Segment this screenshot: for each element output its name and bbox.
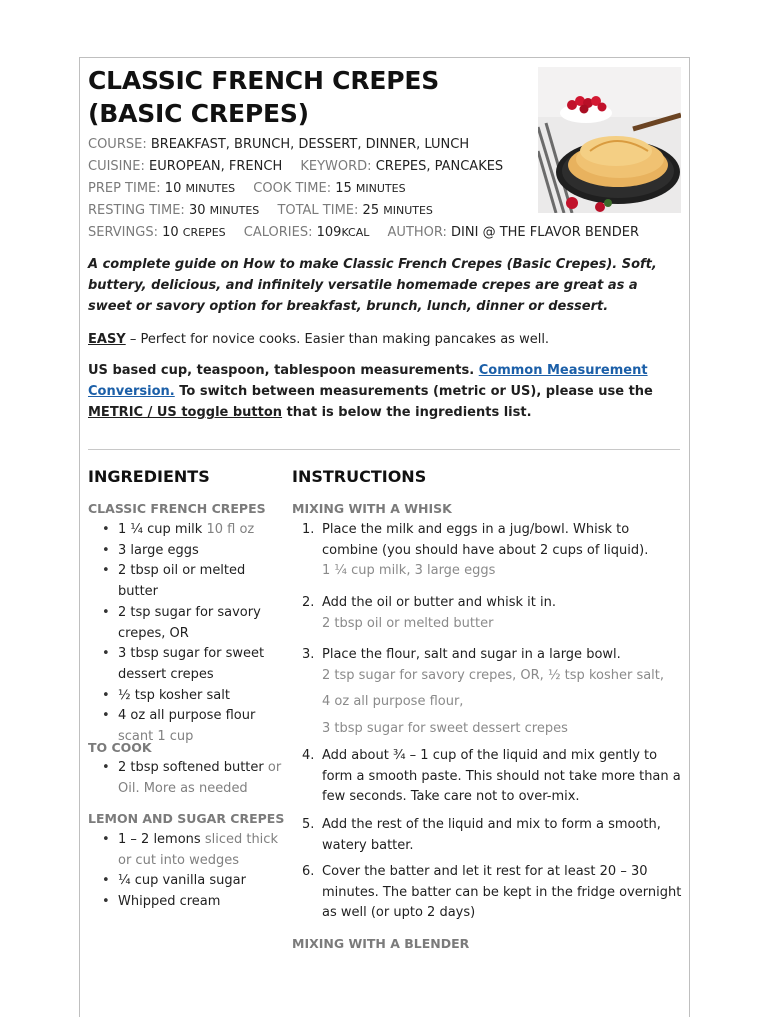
ingredient-note: sliced thick or cut into wedges (118, 832, 278, 868)
instruction-section-blender: MIXING WITH A BLENDER (292, 936, 470, 951)
step-ingredients: 1 ¼ cup milk, 3 large eggs (322, 563, 496, 579)
easy-text: – Perfect for novice cooks. Easier than making pancakes as well. (125, 332, 550, 347)
ingredient-item (98, 603, 288, 644)
ingredient-item (98, 892, 288, 913)
course-label: COURSE: (88, 137, 147, 152)
ingredient-item (98, 561, 288, 602)
instruction-step (302, 746, 682, 808)
cuisine-label: CUISINE: (88, 159, 145, 174)
rest-unit: MINUTES (209, 204, 260, 217)
measurement-conversion-link[interactable]: Common Measurement Conversion. (88, 363, 648, 399)
ingredient-text: 2 tbsp oil or melted butter (118, 563, 246, 600)
ingredient-text: 1 – 2 lemons (118, 832, 201, 847)
ingredient-group-lemon-and-sugar-crepes: LEMON AND SUGAR CREPES (88, 811, 285, 826)
ingredient-list (98, 758, 288, 799)
measure-text-2: To switch between measurements (metric or US), please use the (174, 384, 653, 399)
prep-unit: MINUTES (185, 182, 236, 195)
ingredient-text: 2 tsp sugar for savory crepes, OR (118, 604, 261, 641)
instruction-step (302, 815, 682, 856)
step-text: Place the flour, salt and sugar in a large bowl. (322, 647, 621, 662)
cuisine-value: EUROPEAN, FRENCH (148, 159, 283, 174)
step-text: Place the milk and eggs in a jug/bowl. Whisk to combine (you should have about 2 cups of liquid). (322, 522, 649, 558)
rest-value: 30 (188, 203, 206, 218)
ingredient-item (98, 686, 288, 707)
difficulty-note (88, 329, 684, 350)
cook-label: COOK TIME: (253, 181, 332, 196)
step-number: 3. (302, 647, 315, 662)
ingredient-text: 2 tbsp softened butter (118, 760, 264, 775)
ingredient-text: ¼ cup vanilla sugar (118, 873, 246, 889)
servings-unit: CREPES (182, 226, 226, 239)
instruction-step (302, 593, 682, 634)
ingredient-item (98, 644, 288, 685)
easy-label: EASY (88, 332, 126, 347)
step-ingredients: 4 oz all purpose flour, (322, 694, 464, 710)
step-number: 1. (302, 522, 315, 537)
metric-us-toggle-link[interactable]: METRIC / US toggle button (88, 405, 283, 420)
prep-label: PREP TIME: (88, 181, 161, 196)
ingredient-text: 3 large eggs (118, 542, 199, 558)
ingredient-item (98, 541, 288, 562)
total-label: TOTAL TIME: (277, 203, 359, 218)
step-ingredients: 2 tsp sugar for savory crepes, OR, ½ tsp kosher salt, (322, 667, 665, 683)
meta-prep-cook (88, 180, 406, 198)
step-text: Add the rest of the liquid and mix to form a smooth, watery batter. (322, 817, 661, 853)
instruction-step (302, 520, 682, 582)
cook-unit: MINUTES (355, 182, 406, 195)
cook-value: 15 (335, 181, 352, 196)
step-text: Add the oil or butter and whisk it in. (322, 595, 556, 610)
prep-value: 10 (164, 181, 182, 196)
ingredient-item (98, 520, 288, 541)
ingredient-text: Whipped cream (118, 894, 221, 910)
servings-value: 10 (162, 225, 179, 240)
step-text: Add about ¾ – 1 cup of the liquid and mix gently to form a smooth paste. This should not take more than a few seconds. Take care not to over-mix. (322, 748, 681, 805)
ingredient-list (98, 830, 288, 913)
step-text: Cover the batter and let it rest for at least 20 – 30 minutes. The batter can be kept in the fridge overnight as well (or upto 2 days) (322, 864, 682, 921)
ingredient-text: ½ tsp kosher salt (118, 687, 230, 703)
rest-label: RESTING TIME: (88, 203, 185, 218)
ingredient-item (98, 758, 288, 799)
ingredient-note: 10 fl oz (202, 522, 255, 537)
crepes-photo-illustration (538, 67, 681, 213)
step-ingredients: 3 tbsp sugar for sweet dessert crepes (322, 721, 568, 737)
ingredient-text: 1 ¼ cup milk (118, 522, 203, 537)
ingredient-item (98, 830, 288, 871)
measure-text-3: that is below the ingredients list. (282, 405, 532, 420)
ingredient-group-classic-french-crepes: CLASSIC FRENCH CREPES (88, 501, 266, 516)
measure-text-1: US based cup, teaspoon, tablespoon measurements. (88, 363, 479, 378)
calories-value: 109 (316, 225, 342, 240)
calories-unit: KCAL (341, 226, 370, 239)
ingredient-text: 4 oz all purpose flour (118, 708, 256, 724)
step-number: 4. (302, 748, 315, 763)
calories-label: CALORIES: (243, 225, 313, 240)
ingredients-heading: INGREDIENTS (88, 467, 210, 486)
section-divider (88, 449, 680, 450)
step-number: 2. (302, 595, 315, 610)
ingredient-group-to-cook: TO COOK (88, 740, 152, 755)
ingredient-list (98, 520, 288, 748)
step-number: 5. (302, 817, 315, 832)
instructions-heading: INSTRUCTIONS (292, 467, 427, 486)
recipe-photo (538, 67, 681, 213)
course-value: BREAKFAST, BRUNCH, DESSERT, DINNER, LUNCH (150, 137, 470, 152)
ingredient-text: 3 tbsp sugar for sweet dessert crepes (118, 646, 265, 682)
step-number: 6. (302, 864, 315, 879)
meta-servings-calories-author (88, 224, 639, 242)
author-value: DINI @ THE FLAVOR BENDER (451, 225, 640, 240)
instruction-step (302, 862, 682, 924)
ingredient-note: scant 1 cup (118, 729, 194, 745)
instruction-section-whisk: MIXING WITH A WHISK (292, 501, 452, 516)
author-label: AUTHOR: (387, 225, 447, 240)
servings-label: SERVINGS: (88, 225, 158, 240)
ingredient-note: or Oil. More as needed (118, 760, 282, 796)
meta-resting-total (88, 202, 433, 220)
meta-course (88, 136, 469, 154)
measurement-note (88, 360, 684, 423)
instruction-step (302, 645, 682, 740)
meta-cuisine-keyword (88, 158, 503, 176)
total-value: 25 (362, 203, 380, 218)
keyword-label: KEYWORD: (300, 159, 372, 174)
recipe-summary: A complete guide on How to make Classic French Crepes (Basic Crepes). Soft, buttery, delicious, and infinitely versatile homemade crepes are great as a sweet or savory option for breakfast, brunch, lunch, dinner or dessert. (88, 257, 657, 314)
keyword-value: CREPES, PANCAKES (375, 159, 504, 174)
recipe-title: CLASSIC FRENCH CREPES (BASIC CREPES) (88, 66, 440, 128)
step-ingredients: 2 tbsp oil or melted butter (322, 615, 494, 631)
ingredient-item (98, 871, 288, 892)
total-unit: MINUTES (383, 204, 433, 217)
